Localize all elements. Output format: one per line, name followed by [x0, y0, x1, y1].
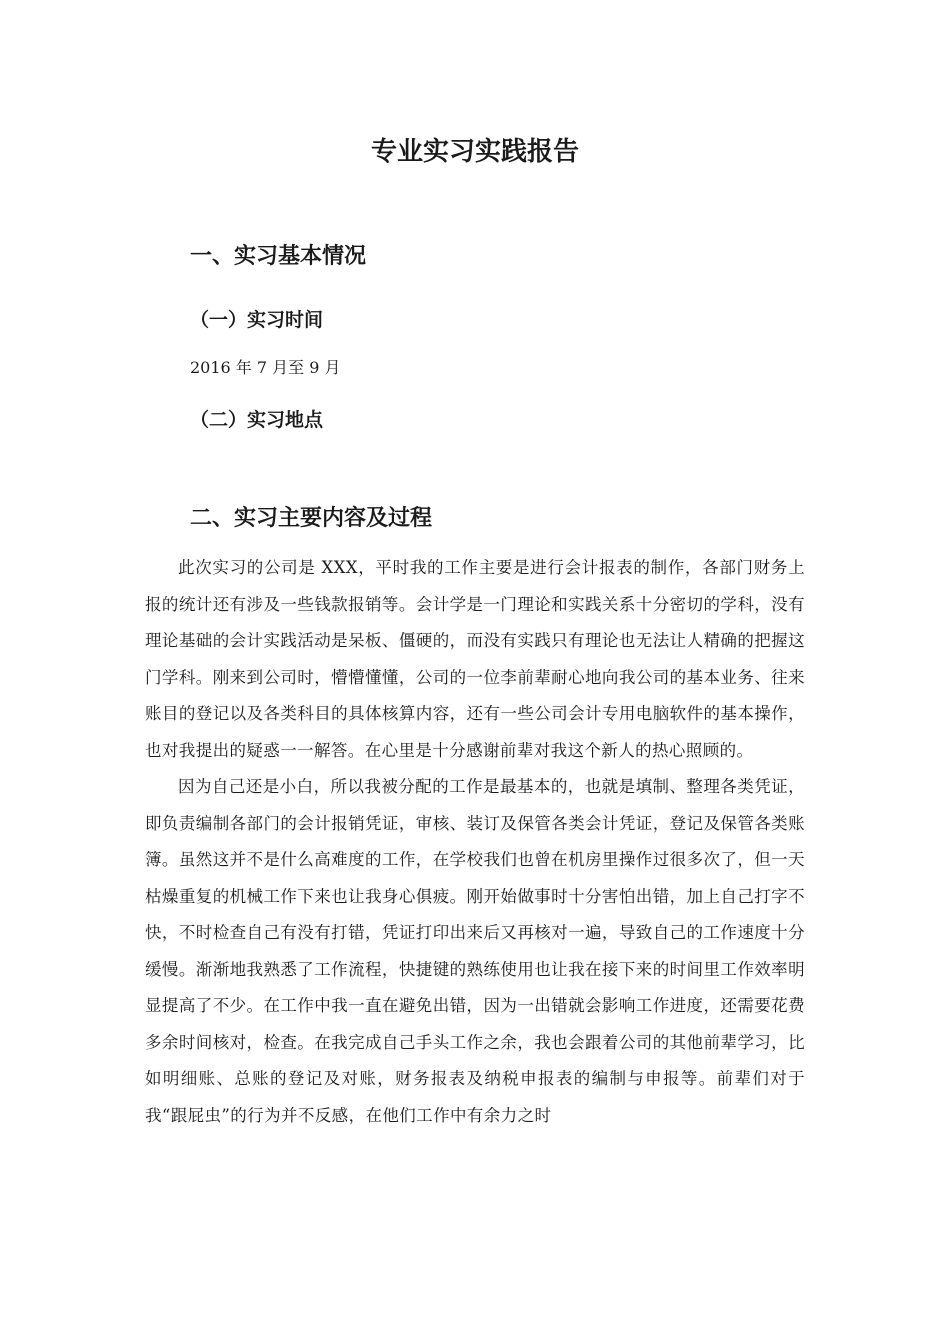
internship-period: 2016 年 7 月至 9 月	[190, 358, 341, 377]
section-body	[145, 550, 805, 1134]
document-title: 专业实习实践报告	[370, 137, 579, 167]
subsection-heading-location: （二）实习地点	[190, 409, 324, 431]
paragraph-1: 此次实习的公司是 XXX，平时我的工作主要是进行会计报表的制作，各部门财务上报的统计还有涉及一些钱款报销等。会计学是一门理论和实践关系十分密切的学科，没有理论基础的会计实践活动是呆板、僵硬的，而没有实践只有理论也无法让人精确的把握这门学科。刚来到公司时，懵懵懂懂，公司的一位李前辈耐心地向我公司的基本业务、往来账目的登记以及各类科目的具体核算内容，还有一些公司会计专用电脑软件的基本操作，也对我提出的疑惑一一解答。在心里是十分感谢前辈对我这个新人的热心照顾的。	[145, 558, 805, 760]
section-heading-content-process: 二、实习主要内容及过程	[190, 506, 433, 531]
paragraph-2: 因为自己还是小白，所以我被分配的工作是最基本的，也就是填制、整理各类凭证，即负责编制各部门的会计报销凭证，审核、装订及保管各类会计凭证，登记及保管各类账簿。虽然这并不是什么高难度的工作，在学校我们也曾在机房里操作过很多次了，但一天枯燥重复的机械工作下来也让我身心俱疲。刚开始做事时十分害怕出错，加上自己打字不快，不时检查自己有没有打错，凭证打印出来后又再核对一遍，导致自己的工作速度十分缓慢。渐渐地我熟悉了工作流程，快捷键的熟练使用也让我在接下来的时间里工作效率明显提高了不少。在工作中我一直在避免出错，因为一出错就会影响工作进度，还需要花费多余时间核对，检查。在我完成自己手头工作之余，我也会跟着公司的其他前辈学习，比如明细账、总账的登记及对账，财务报表及纳税申报表的编制与申报等。前辈们对于我“跟屁虫”的行为并不反感，在他们工作中有余力之时	[145, 777, 805, 1125]
subsection-heading-time: （一）实习时间	[190, 309, 324, 331]
section-heading-basic-info: 一、实习基本情况	[190, 244, 367, 269]
